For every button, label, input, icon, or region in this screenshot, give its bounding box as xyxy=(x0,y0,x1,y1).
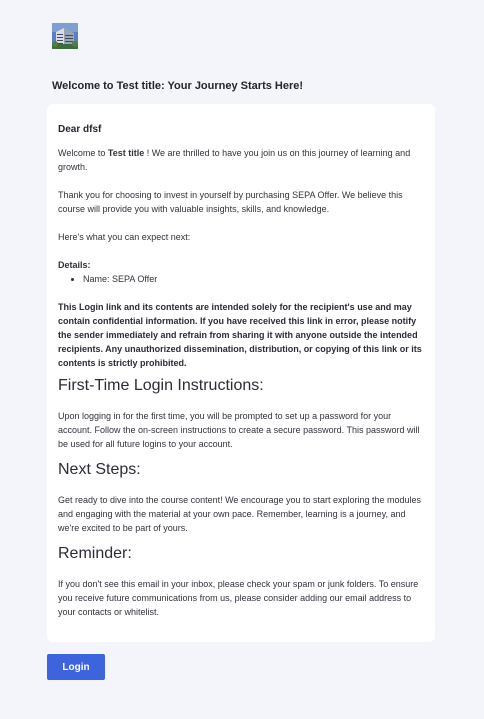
reminder-paragraph: If you don't see this email in your inbox, please check your spam or junk folders. To ensure you receive future communications from us, please consider adding our email address to your contacts or whitelist. xyxy=(58,579,419,617)
thanks-paragraph: Thank you for choosing to invest in yourself by purchasing SEPA Offer. We believe this course will provide you with valuable insights, skills, and knowledge. xyxy=(58,190,403,214)
welcome-paragraph xyxy=(58,146,424,174)
expect-paragraph: Here's what you can expect next: xyxy=(58,232,191,242)
welcome-suffix: ! We are thrilled to have you join us on this journey of learning and growth. xyxy=(58,148,411,172)
email-headline: Welcome to Test title: Your Journey Starts Here! xyxy=(52,80,304,92)
greeting: Dear dfsf xyxy=(58,124,102,135)
details-title: Details: xyxy=(58,260,91,270)
reminder-heading: Reminder: xyxy=(58,545,132,562)
details-list xyxy=(58,272,424,286)
login-button[interactable]: Login xyxy=(47,654,105,680)
next-steps-paragraph: Get ready to dive into the course content! We encourage you to start exploring the modules and engaging with the material at your own pace. Remember, learning is a journey, and we're excited to be part of yours. xyxy=(58,495,422,533)
welcome-prefix: Welcome to xyxy=(58,148,108,158)
next-steps-heading: Next Steps: xyxy=(58,461,141,478)
disclaimer-paragraph: This Login link and its contents are intended solely for the recipient's use and may contain confidential information. If you have received this link in error, please notify the sender immediately and refrain from sharing it with anyone outside the intended recipients. Any unauthorized dissemination, distribution, or copying of this link or its contents is strictly prohibited. xyxy=(58,302,422,368)
email-card xyxy=(47,104,435,642)
first-login-paragraph: Upon logging in for the first time, you will be prompted to set up a password for your account. Follow the on-screen instructions to create a secure password. This password will be used for all future logins to your account. xyxy=(58,411,420,449)
first-login-heading: First-Time Login Instructions: xyxy=(58,377,264,394)
course-title: Test title xyxy=(107,148,145,158)
building-photo-icon xyxy=(52,23,78,49)
details-item-name: • Name: SEPA Offer xyxy=(83,272,424,286)
